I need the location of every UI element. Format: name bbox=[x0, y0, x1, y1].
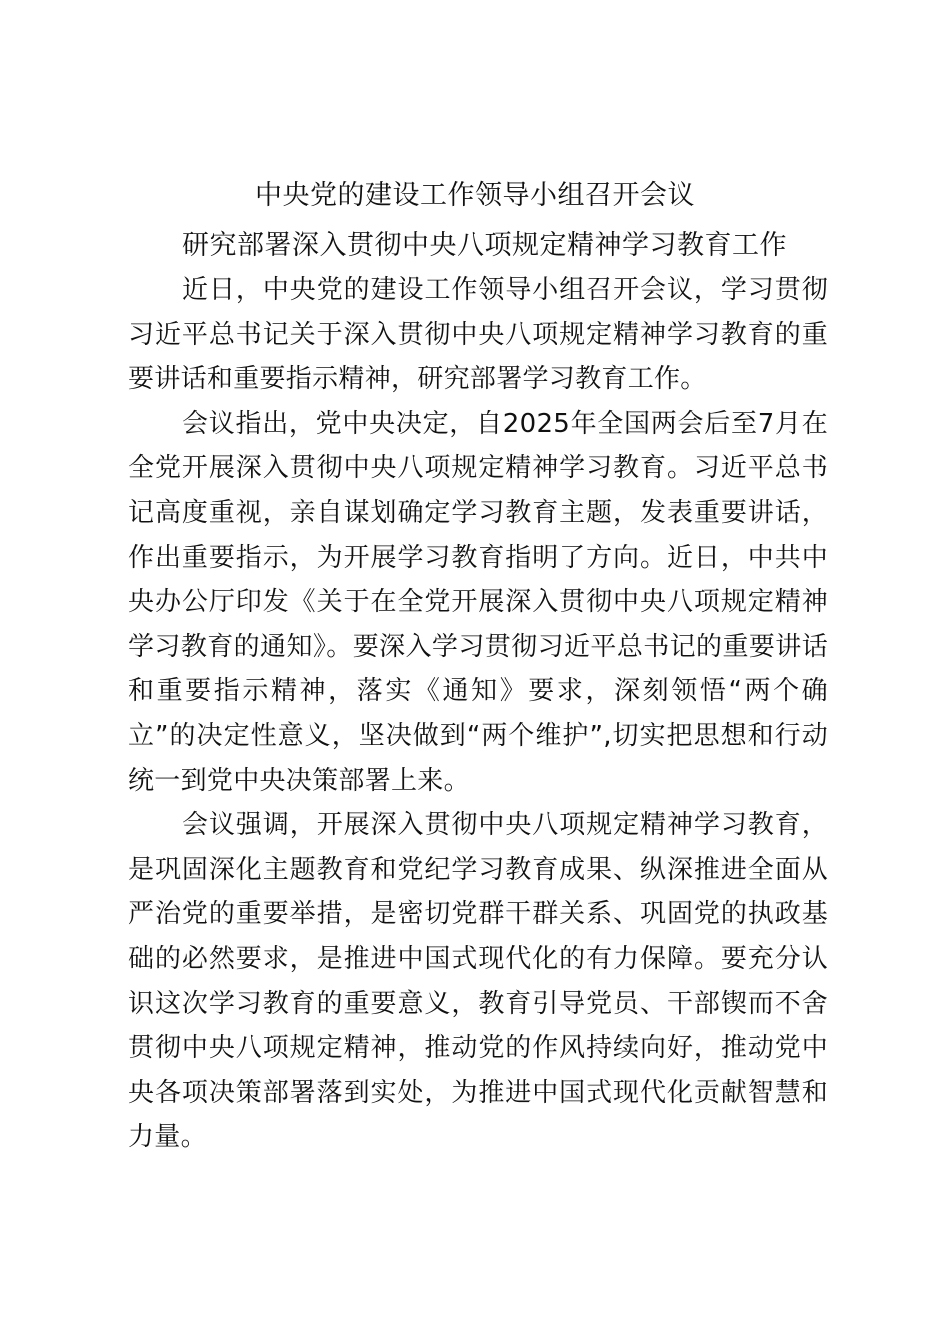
document-body bbox=[128, 268, 828, 1160]
paragraph-3: 会议强调，开展深入贯彻中央八项规定精神学习教育，是巩固深化主题教育和党纪学习教育成果、纵深推进全面从严治党的重要举措，是密切党群干群关系、巩固党的执政基础的必然要求，是推进中国式现代化的有力保障。要充分认识这次学习教育的重要意义，教育引导党员、干部锲而不舍贯彻中央八项规定精神，推动党的作风持续向好，推动党中央各项决策部署落到实处，为推进中国式现代化贡献智慧和力量。 bbox=[128, 810, 828, 1153]
document-title: 中央党的建设工作领导小组召开会议 bbox=[255, 180, 695, 211]
paragraph-1: 近日，中央党的建设工作领导小组召开会议，学习贯彻习近平总书记关于深入贯彻中央八项规定精神学习教育的重要讲话和重要指示精神，研究部署学习教育工作。 bbox=[128, 275, 828, 395]
document-subtitle: 研究部署深入贯彻中央八项规定精神学习教育工作 bbox=[182, 230, 787, 261]
paragraph-2: 会议指出，党中央决定，自2025年全国两会后至7月在全党开展深入贯彻中央八项规定精神学习教育。习近平总书记高度重视，亲自谋划确定学习教育主题，发表重要讲话，作出重要指示，为开展学习教育指明了方向。近日，中共中央办公厅印发《关于在全党开展深入贯彻中央八项规定精神学习教育的通知》。要深入学习贯彻习近平总书记的重要讲话和重要指示精神，落实《通知》要求，深刻领悟“两个确立”的决定性意义，坚决做到“两个维护”,切实把思想和行动统一到党中央决策部署上来。 bbox=[128, 408, 828, 796]
